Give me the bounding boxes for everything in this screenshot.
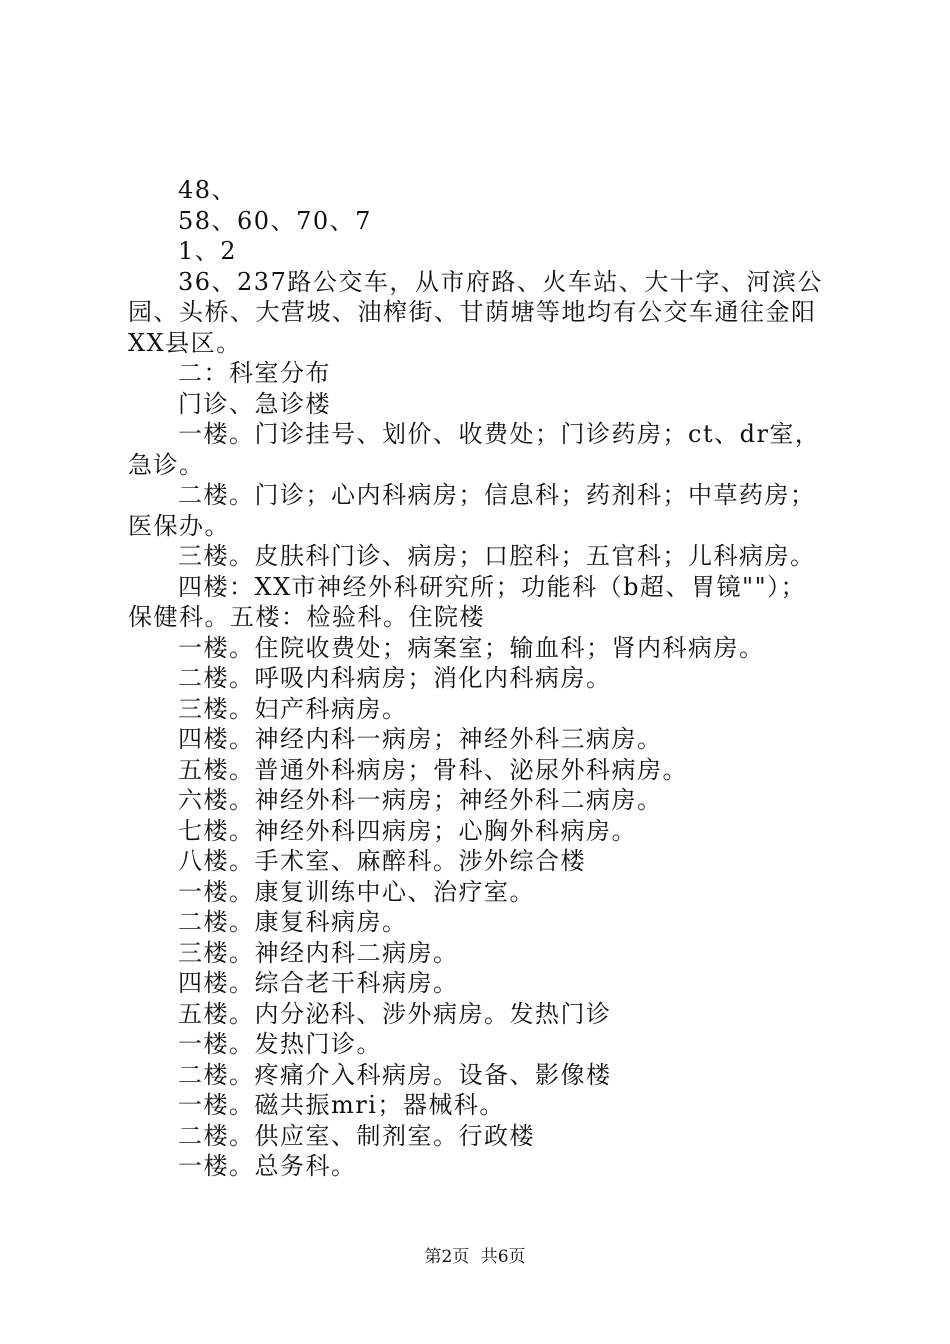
paragraph: 二楼。供应室、制剂室。行政楼 [178,1121,535,1150]
paragraph: 一楼。门诊挂号、划价、收费处；门诊药房；ct、dr室，急诊。 [128,420,821,479]
paragraph: 48、 [178,176,238,204]
page-footer [0,1242,950,1267]
paragraph: 三楼。皮肤科门诊、病房；口腔科；五官科；儿科病房。 [178,542,816,570]
paragraph: 五楼。内分泌科、涉外病房。发热门诊 [178,999,612,1028]
paragraph: 36、237路公交车，从市府路、火车站、大十字、河滨公园、头桥、大营坡、油榨街、甘荫塘等地均有公交车通往金阳XX县区。 [128,267,823,357]
paragraph: 二楼。疼痛介入科病房。设备、影像楼 [178,1060,612,1089]
paragraph: 二楼。康复科病房。 [178,908,408,936]
paragraph: 二楼。门诊；心内科病房；信息科；药剂科；中草药房；医保办。 [128,481,816,540]
paragraph: 一楼。住院收费处；病案室；输血科；肾内科病房。 [178,633,765,662]
paragraph: 四楼：XX市神经外科研究所；功能科（b超、胃镜""）；保健科。五楼：检验科。住院楼 [128,572,807,631]
paragraph: 八楼。手术室、麻醉科。涉外综合楼 [178,847,586,875]
paragraph: 一楼。磁共振mri；器械科。 [178,1091,505,1119]
paragraph: 三楼。妇产科病房。 [178,694,408,723]
paragraph: 六楼。神经外科一病房；神经外科二病房。 [178,786,663,814]
paragraph: 四楼。神经内科一病房；神经外科三病房。 [178,725,663,753]
paragraph: 一楼。发热门诊。 [178,1030,382,1058]
page-total: 共6页 [480,1247,526,1267]
building-heading: 门诊、急诊楼 [178,389,331,418]
paragraph: 一楼。总务科。 [178,1152,357,1180]
paragraph: 1、2 [178,237,238,265]
section-heading: 二：科室分布 [178,359,331,387]
paragraph: 五楼。普通外科病房；骨科、泌尿外科病房。 [178,755,688,784]
document-body [128,175,828,1182]
paragraph: 二楼。呼吸内科病房；消化内科病房。 [178,664,612,692]
paragraph: 58、60、70、7 [178,206,372,235]
paragraph: 七楼。神经外科四病房；心胸外科病房。 [178,816,637,845]
page-number: 第2页 [424,1247,470,1267]
paragraph: 三楼。神经内科二病房。 [178,938,459,967]
paragraph: 四楼。综合老干科病房。 [178,969,459,997]
paragraph: 一楼。康复训练中心、治疗室。 [178,877,535,906]
